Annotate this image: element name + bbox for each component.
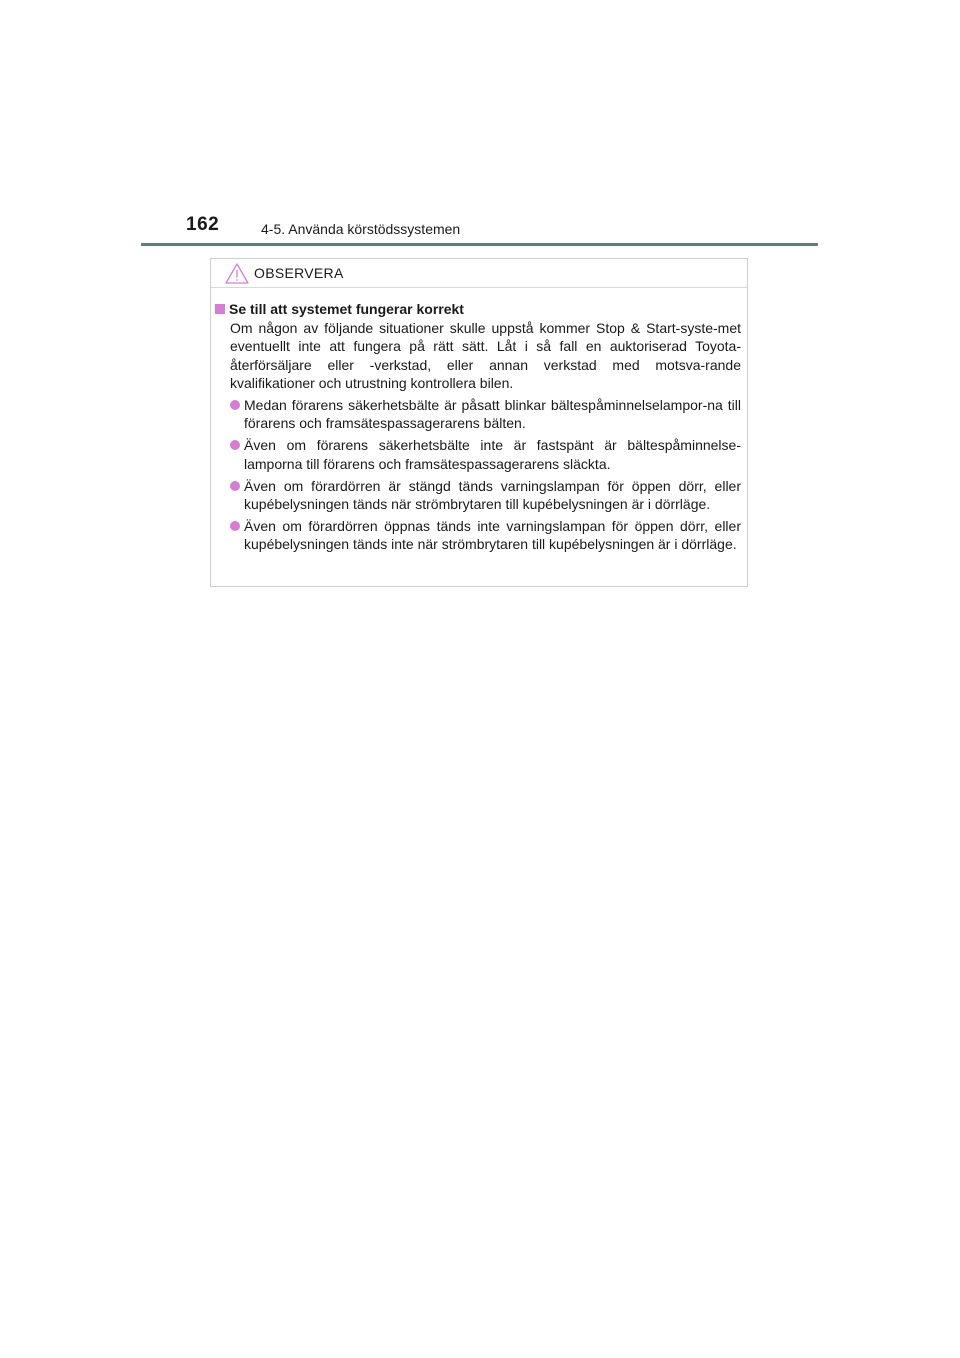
round-bullet-icon xyxy=(230,521,240,531)
header-rule xyxy=(141,243,818,246)
list-item-text: Även om förardörren är stängd tänds varningslampan för öppen dörr, eller kupébelysningen tänds när strömbrytaren till kupébelysningen är i dörrläge. xyxy=(244,477,741,513)
list-item-text: Medan förarens säkerhetsbälte är påsatt blinkar bältespåminnelselampor-na till förarens och framsätespassagerarens bälten. xyxy=(244,397,741,432)
warning-triangle-icon xyxy=(225,263,249,284)
notice-heading-row xyxy=(215,300,741,318)
notice-header xyxy=(211,259,747,288)
notice-heading: Se till att systemet fungerar korrekt xyxy=(229,301,464,317)
notice-body xyxy=(211,288,747,554)
list-item-text: Även om förardörren öppnas tänds inte varningslampan för öppen dörr, eller kupébelysningen tänds inte när strömbrytaren till kupébelysningen är i dörrläge. xyxy=(244,518,741,553)
round-bullet-icon xyxy=(230,400,240,410)
section-title: 4-5. Använda körstödssystemen xyxy=(261,221,461,237)
notice-box xyxy=(210,258,748,587)
notice-intro: Om någon av följande situationer skulle uppstå kommer Stop & Start-syste-met eventuellt inte att fungera på rätt sätt. Låt i så fall en auktoriserad Toyota-återförsäljare eller -verkstad, eller annan verkstad med motsva-rande kvalifikationer och utrustning kontrollera bilen. xyxy=(230,320,741,391)
list-item-text: Även om förarens säkerhetsbälte inte är fastspänt är bältespåminnelse-lamporna till förarens och framsätespassagerarens släckta. xyxy=(244,437,741,472)
round-bullet-icon xyxy=(230,440,240,450)
list-item xyxy=(230,517,741,553)
notice-title: OBSERVERA xyxy=(254,265,344,281)
page-number: 162 xyxy=(186,214,220,235)
square-bullet-icon xyxy=(215,304,225,314)
round-bullet-icon xyxy=(230,481,240,491)
list-item xyxy=(230,477,741,513)
list-item xyxy=(230,436,741,472)
list-item xyxy=(230,396,741,432)
